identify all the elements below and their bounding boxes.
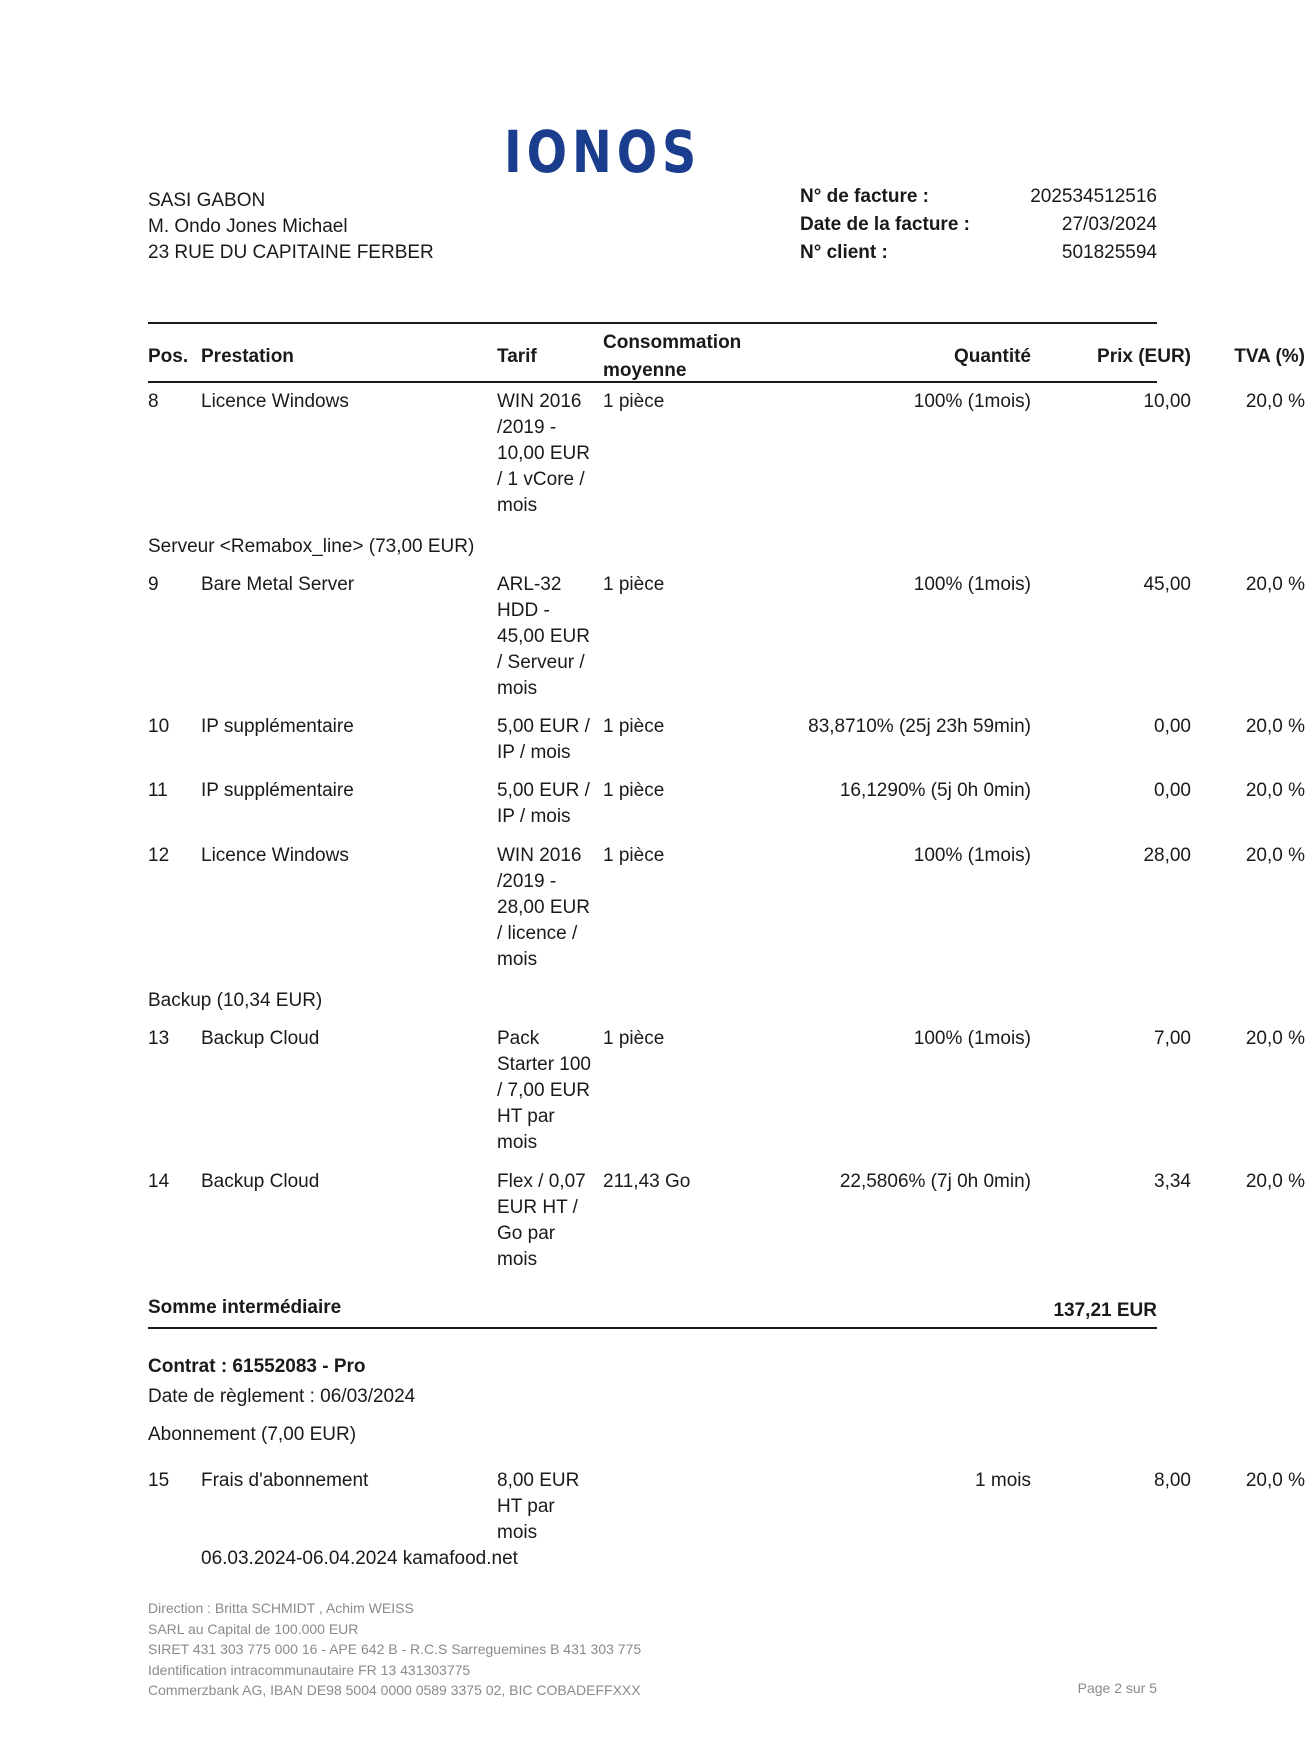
subtotal-rule (148, 1327, 1157, 1329)
header-prestation: Prestation (201, 346, 294, 367)
row-quantite: 16,1290% (5j 0h 0min) (839, 780, 1031, 801)
table-header (148, 329, 1305, 385)
row-prix: 0,00 (1154, 780, 1191, 801)
row-prix: 3,34 (1154, 1171, 1191, 1192)
table-top-rule (148, 322, 1157, 324)
row-prix: 7,00 (1154, 1028, 1191, 1049)
footer-line: SIRET 431 303 775 000 16 - APE 642 B - R.C.S Sarreguemines B 431 303 775 (148, 1641, 642, 1657)
row-pos: 12 (148, 845, 170, 866)
row-prestation: Licence Windows (201, 391, 349, 412)
row-tva: 20,0 % (1245, 780, 1305, 801)
address-line-name: M. Ondo Jones Michael (148, 216, 348, 237)
customer-address (148, 188, 434, 266)
row-pos: 11 (148, 780, 168, 801)
row-prestation: IP supplémentaire (201, 716, 354, 737)
header-tarif: Tarif (497, 346, 537, 367)
address-line-street: 23 RUE DU CAPITAINE FERBER (148, 242, 434, 263)
invoice-date-label: Date de la facture : (800, 214, 970, 235)
header-pos: Pos. (148, 346, 189, 367)
footer-legal (148, 1598, 641, 1701)
row-tarif: WIN 2016 /2019 - 10,00 EUR / 1 vCore / mois (497, 391, 590, 516)
row-prestation: IP supplémentaire (201, 780, 354, 801)
table-header-rule (148, 381, 1157, 383)
row-pos: 14 (148, 1171, 170, 1192)
contract-title: Contrat : 61552083 - Pro (148, 1356, 366, 1377)
header-prix: Prix (EUR) (1097, 346, 1191, 367)
invoice-table-body (148, 389, 1305, 1279)
table-row (148, 714, 1305, 778)
ionos-logo: IONOS (504, 118, 702, 186)
header-tva: TVA (%) (1234, 346, 1305, 367)
row-quantite: 100% (1mois) (913, 845, 1031, 866)
row-conso: 1 pièce (603, 845, 665, 866)
table-row (148, 572, 1305, 714)
client-number: 501825594 (1061, 242, 1157, 263)
client-number-label: N° client : (800, 242, 888, 263)
row-prestation: Backup Cloud (201, 1171, 320, 1192)
subtotal-label: Somme intermédiaire (148, 1297, 342, 1318)
row-prestation: Backup Cloud (201, 1028, 320, 1049)
table-row (148, 1026, 1305, 1169)
group-heading: Serveur <Remabox_line> (73,00 EUR) (148, 536, 475, 557)
invoice-meta (800, 183, 1157, 267)
row-tarif: 8,00 EUR HT par mois (497, 1470, 580, 1543)
row-quantite: 1 mois (975, 1470, 1031, 1491)
row-tva: 20,0 % (1245, 1171, 1305, 1192)
group-heading: Abonnement (7,00 EUR) (148, 1424, 357, 1445)
row-tva: 20,0 % (1245, 1470, 1305, 1491)
page-number: Page 2 sur 5 (1077, 1680, 1157, 1696)
address-line-company: SASI GABON (148, 190, 266, 211)
row-conso: 1 pièce (603, 716, 665, 737)
row-prestation: Frais d'abonnement (201, 1470, 369, 1491)
row-quantite: 83,8710% (25j 23h 59min) (808, 716, 1031, 737)
invoice-number: 202534512516 (1030, 186, 1157, 207)
row-quantite: 100% (1mois) (913, 391, 1031, 412)
payment-date: Date de règlement : 06/03/2024 (148, 1386, 416, 1407)
row-prix: 28,00 (1143, 845, 1191, 866)
contract-block (148, 1352, 415, 1412)
table-row (148, 843, 1305, 978)
service-period: 06.03.2024-06.04.2024 kamafood.net (201, 1548, 518, 1569)
row-pos: 10 (148, 716, 170, 737)
row-quantite: 100% (1mois) (913, 574, 1031, 595)
row-conso: 1 pièce (603, 1028, 665, 1049)
row-prix: 10,00 (1143, 391, 1191, 412)
row-tarif: Pack Starter 100 / 7,00 EUR HT par mois (497, 1028, 591, 1153)
row-quantite: 100% (1mois) (913, 1028, 1031, 1049)
footer-line: Commerzbank AG, IBAN DE98 5004 0000 0589 3375 02, BIC COBADEFFXXX (148, 1682, 641, 1698)
footer-line: Identification intracommunautaire FR 13 431303775 (148, 1661, 471, 1678)
row-tva: 20,0 % (1245, 716, 1305, 737)
row-tarif: WIN 2016 /2019 - 28,00 EUR / licence / mois (497, 845, 590, 970)
row-tarif: 5,00 EUR / IP / mois (497, 716, 590, 763)
row-prestation: Licence Windows (201, 845, 349, 866)
group-heading: Backup (10,34 EUR) (148, 990, 323, 1011)
row-pos: 15 (148, 1470, 170, 1491)
row-conso: 211,43 Go (603, 1171, 691, 1192)
invoice-date: 27/03/2024 (1061, 214, 1157, 235)
footer-line: Direction : Britta SCHMIDT , Achim WEISS (148, 1600, 414, 1616)
row-tarif: Flex / 0,07 EUR HT / Go par mois (497, 1171, 586, 1270)
row-conso: 1 pièce (603, 391, 665, 412)
table-row (148, 389, 1305, 524)
row-prix: 0,00 (1154, 716, 1191, 737)
row-prix: 8,00 (1154, 1470, 1191, 1491)
table-row (148, 1169, 1305, 1279)
row-tarif: 5,00 EUR / IP / mois (497, 780, 590, 827)
row-pos: 9 (148, 574, 159, 595)
row-conso: 1 pièce (603, 780, 665, 801)
row-conso: 1 pièce (603, 574, 665, 595)
row-tva: 20,0 % (1245, 845, 1305, 866)
table-row (148, 1468, 1305, 1548)
row-tva: 20,0 % (1245, 1028, 1305, 1049)
row-tarif: ARL-32 HDD - 45,00 EUR / Serveur / mois (497, 574, 590, 699)
row-tva: 20,0 % (1245, 391, 1305, 412)
table-row (148, 778, 1305, 843)
row-prestation: Bare Metal Server (201, 574, 355, 595)
subtotal-value: 137,21 EUR (1053, 1300, 1157, 1321)
footer-line: SARL au Capital de 100.000 EUR (148, 1620, 359, 1637)
header-quantite: Quantité (953, 346, 1031, 367)
row-prix: 45,00 (1143, 574, 1191, 595)
row-pos: 8 (148, 391, 159, 412)
row-tva: 20,0 % (1245, 574, 1305, 595)
row-pos: 13 (148, 1028, 170, 1049)
header-consommation: Consommation moyenne (603, 332, 742, 381)
row-quantite: 22,5806% (7j 0h 0min) (839, 1171, 1031, 1192)
invoice-number-label: N° de facture : (800, 186, 930, 207)
